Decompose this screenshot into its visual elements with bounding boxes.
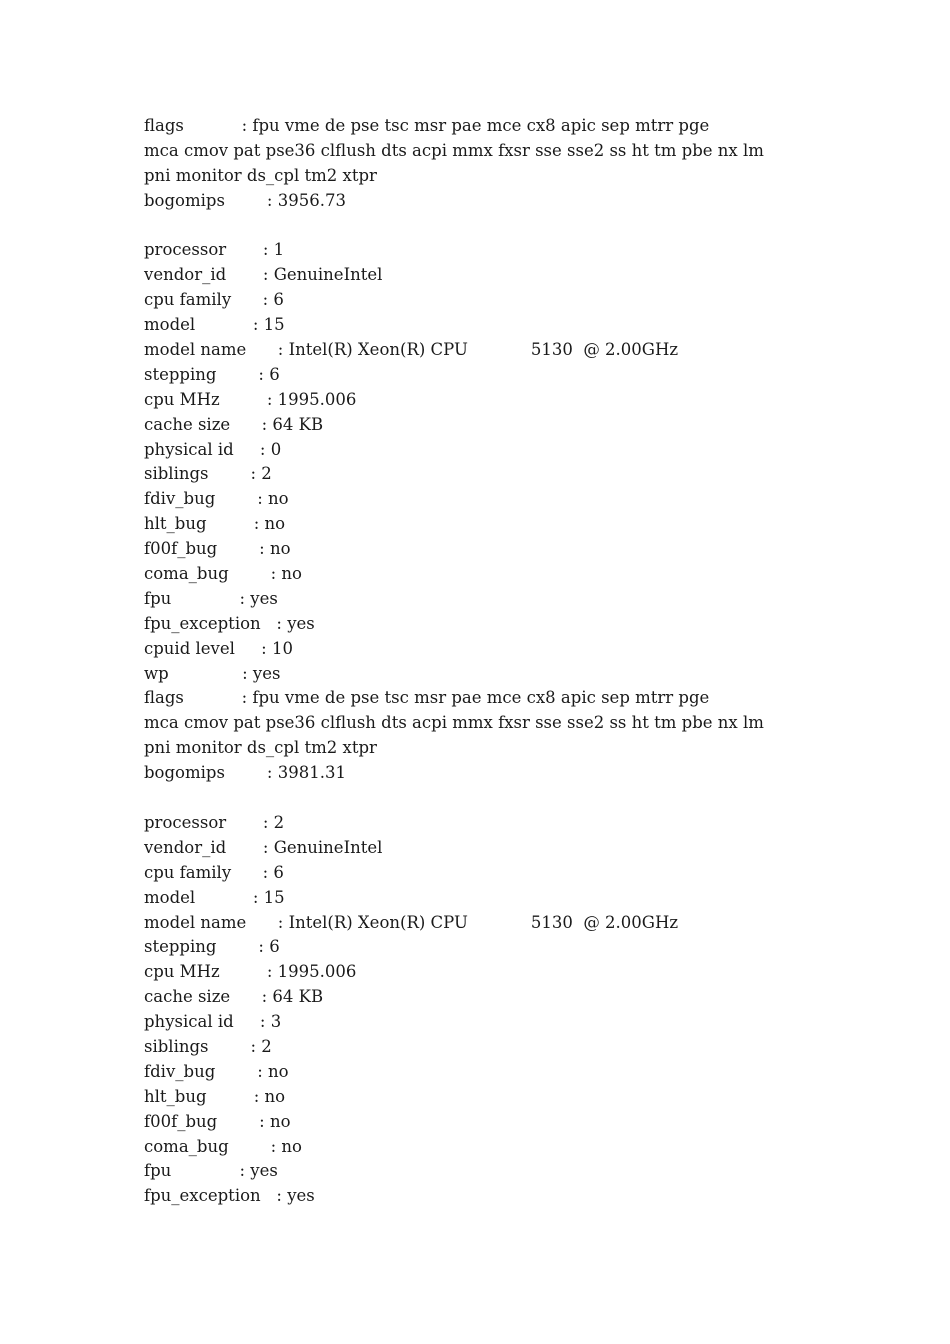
text-line: coma_bug : no — [144, 1136, 302, 1156]
text-line: bogomips : 3956.73 — [144, 190, 346, 210]
text-line: fpu : yes — [144, 1161, 278, 1181]
text-line: f00f_bug : no — [144, 539, 291, 559]
text-line: fdiv_bug : no — [144, 1061, 289, 1081]
cpuinfo-document — [144, 114, 844, 1209]
text-line: f00f_bug : no — [144, 1111, 291, 1131]
text-line: siblings : 2 — [144, 464, 272, 484]
text-line: cpu family : 6 — [144, 862, 284, 882]
text-line: stepping : 6 — [144, 364, 280, 384]
text-line: processor : 1 — [144, 240, 285, 260]
text-line: fpu : yes — [144, 588, 278, 608]
text-line: siblings : 2 — [144, 1036, 272, 1056]
text-line: fpu_exception : yes — [144, 613, 315, 633]
text-line: mca cmov pat pse36 clflush dts acpi mmx fxsr sse sse2 ss ht tm pbe nx lm — [144, 140, 764, 160]
blank-line — [144, 214, 844, 239]
text-line: vendor_id : GenuineIntel — [144, 837, 383, 857]
text-line: cpu MHz : 1995.006 — [144, 389, 357, 409]
text-line: model : 15 — [144, 315, 285, 335]
text-line: model name : Intel(R) Xeon(R) CPU 5130 @ 2.00GHz — [144, 912, 679, 932]
text-line: cpuid level : 10 — [144, 638, 293, 658]
text-line: cache size : 64 KB — [144, 987, 324, 1007]
text-line: vendor_id : GenuineIntel — [144, 265, 383, 285]
text-line: fdiv_bug : no — [144, 489, 289, 509]
text-line: wp : yes — [144, 663, 281, 683]
text-line: flags : fpu vme de pse tsc msr pae mce cx8 apic sep mtrr pge — [144, 116, 710, 135]
text-line: stepping : 6 — [144, 937, 280, 957]
text-line: pni monitor ds_cpl tm2 xtpr — [144, 738, 377, 758]
text-line: model name : Intel(R) Xeon(R) CPU 5130 @ 2.00GHz — [144, 340, 679, 360]
text-line: cpu MHz : 1995.006 — [144, 962, 357, 982]
text-line: hlt_bug : no — [144, 514, 286, 534]
text-line: bogomips : 3981.31 — [144, 763, 346, 783]
text-line: cache size : 64 KB — [144, 414, 324, 434]
text-line: processor : 2 — [144, 812, 285, 832]
text-line: cpu family : 6 — [144, 290, 284, 310]
text-line: flags : fpu vme de pse tsc msr pae mce cx8 apic sep mtrr pge — [144, 688, 710, 708]
text-line: pni monitor ds_cpl tm2 xtpr — [144, 165, 377, 185]
text-line: physical id : 3 — [144, 1012, 282, 1032]
text-line: coma_bug : no — [144, 564, 302, 584]
text-line: physical id : 0 — [144, 439, 282, 459]
text-line: hlt_bug : no — [144, 1086, 286, 1106]
text-line: fpu_exception : yes — [144, 1186, 315, 1206]
text-line: mca cmov pat pse36 clflush dts acpi mmx fxsr sse sse2 ss ht tm pbe nx lm — [144, 713, 764, 733]
text-line: model : 15 — [144, 887, 285, 907]
blank-line — [144, 786, 844, 811]
